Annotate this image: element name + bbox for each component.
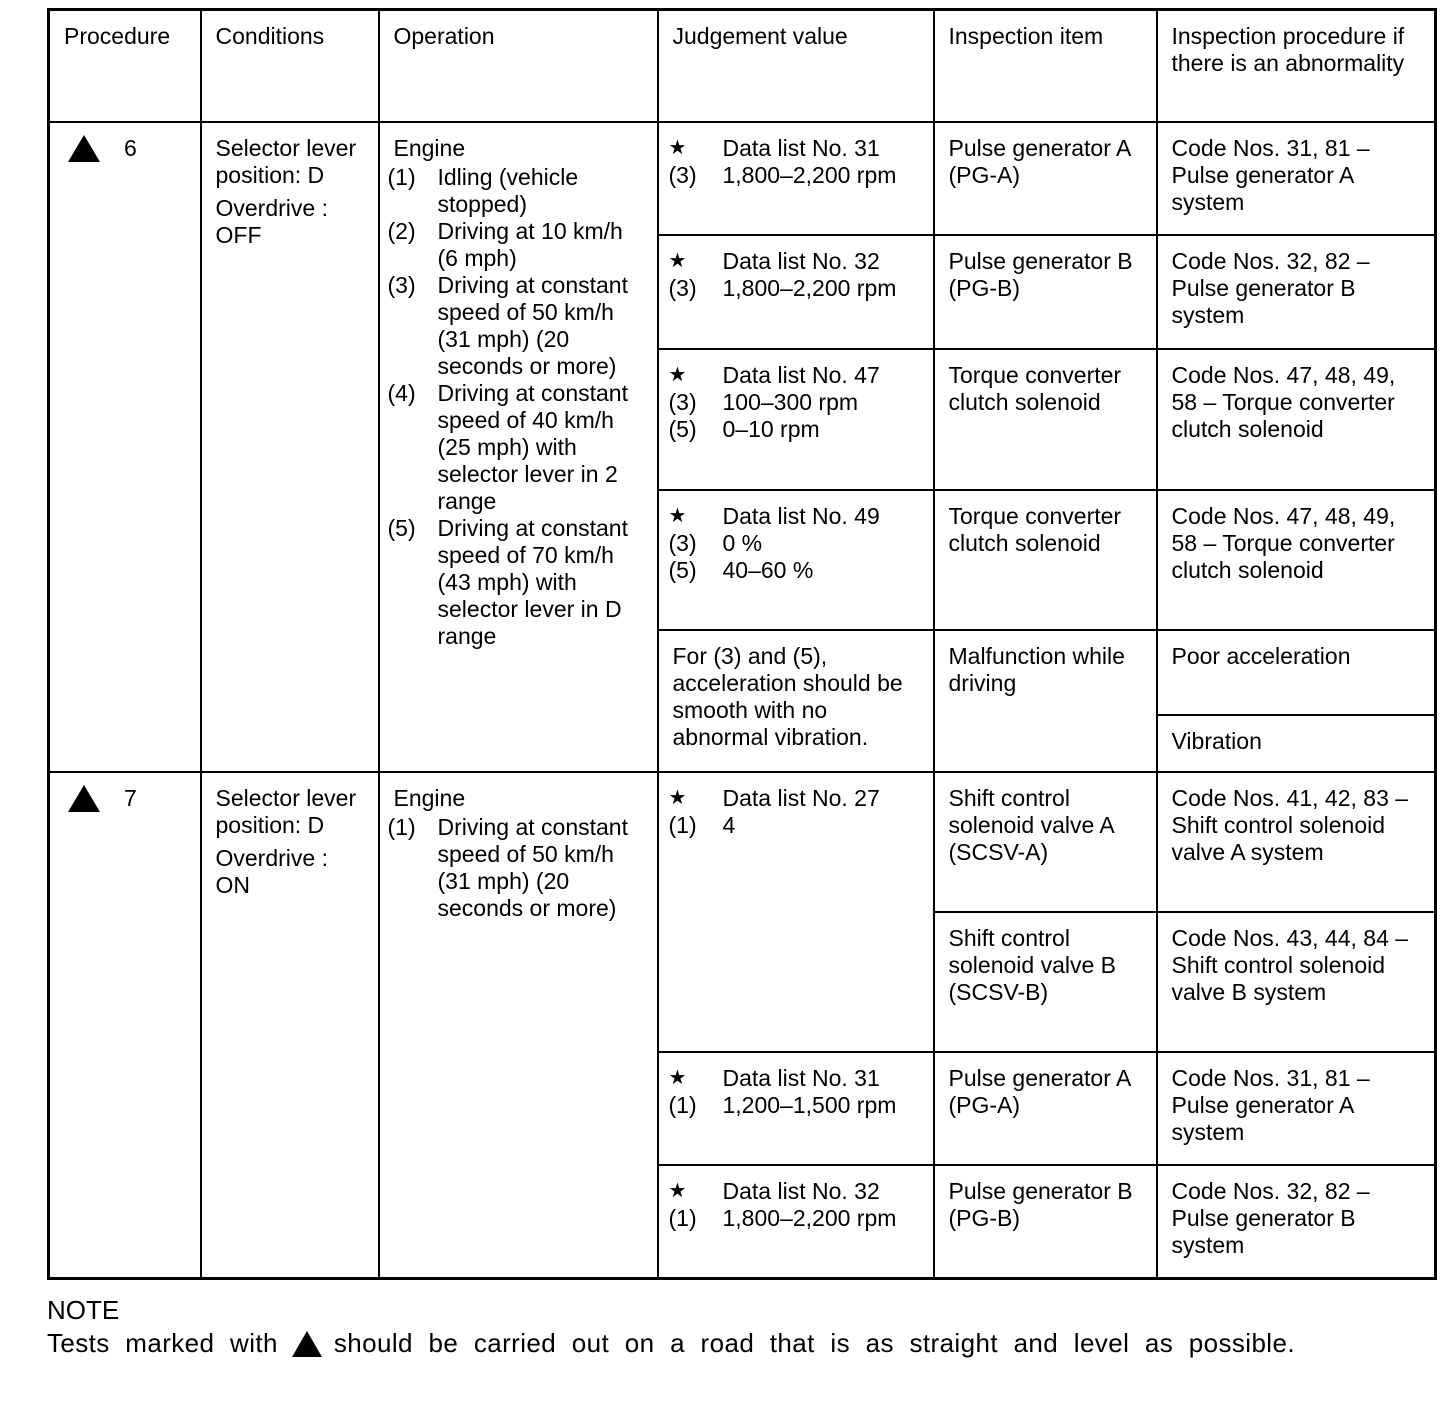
- road-test-triangle-icon: [68, 135, 100, 162]
- star-icon: ★: [668, 1180, 687, 1202]
- procedure-number: 6: [124, 135, 137, 161]
- operation-step: (1) Driving at constant speed of 50 km/h (31 mph) (20 seconds or more): [387, 814, 628, 921]
- header-inspection-item: Inspection item: [934, 10, 1157, 123]
- operation-cell: [379, 122, 658, 772]
- operation-step: (2) Driving at 10 km/h (6 mph): [387, 218, 623, 271]
- operation-step: (1) Idling (vehicle stopped): [387, 164, 579, 217]
- condition-text: Overdrive : ON: [215, 845, 328, 898]
- operation-step: (4) Driving at constant speed of 40 km/h (25 mph) with selector lever in 2 range: [387, 380, 628, 514]
- inspection-procedure-cell: Code Nos. 32, 82 – Pulse generator B system: [1157, 235, 1436, 349]
- operation-cell: [379, 772, 658, 1278]
- note-text-after: should be carried out on a road that is as straight and level as possible.: [333, 1328, 1295, 1358]
- inspection-procedure-cell: Code Nos. 32, 82 – Pulse generator B system: [1157, 1165, 1436, 1278]
- inspection-procedure-cell: Code Nos. 47, 48, 49, 58 – Torque converter clutch solenoid: [1157, 349, 1436, 490]
- star-icon: ★: [668, 505, 687, 527]
- header-row: [49, 10, 1436, 123]
- inspection-item-cell: Torque converter clutch solenoid: [934, 349, 1157, 490]
- operation-title: Engine: [393, 785, 466, 811]
- star-icon: ★: [668, 364, 687, 386]
- inspection-procedure-cell: Vibration: [1157, 715, 1436, 772]
- header-procedure: Procedure: [49, 10, 201, 123]
- inspection-item-cell: Pulse generator B (PG-B): [934, 1165, 1157, 1278]
- conditions-cell: [201, 122, 379, 772]
- inspection-procedure-cell: Code Nos. 43, 44, 84 – Shift control solenoid valve B system: [1157, 912, 1436, 1052]
- inspection-procedure-cell: Code Nos. 41, 42, 83 – Shift control solenoid valve A system: [1157, 772, 1436, 912]
- condition-text: Selector lever position: D: [215, 135, 357, 188]
- road-test-triangle-icon: [68, 785, 100, 812]
- inspection-procedure-cell: Code Nos. 31, 81 – Pulse generator A system: [1157, 1052, 1436, 1165]
- judgement-cell: ★ Data list No. 32 (3) 1,800–2,200 rpm: [658, 235, 934, 349]
- star-icon: ★: [668, 1067, 687, 1089]
- inspection-procedure-cell: Poor acceleration: [1157, 630, 1436, 715]
- procedure-number: 7: [124, 785, 137, 811]
- header-operation: Operation: [379, 10, 658, 123]
- judgement-cell: ★ Data list No. 27 (1) 4: [658, 772, 934, 1052]
- judgement-cell: ★ Data list No. 47 (3) 100–300 rpm (5) 0–10 rpm: [658, 349, 934, 490]
- inspection-item-cell: Shift control solenoid valve B (SCSV-B): [934, 912, 1157, 1052]
- inspection-item-cell: Malfunction while driving: [934, 630, 1157, 772]
- judgement-cell: ★ Data list No. 31 (1) 1,200–1,500 rpm: [658, 1052, 934, 1165]
- judgement-cell: ★ Data list No. 32 (1) 1,800–2,200 rpm: [658, 1165, 934, 1278]
- inspection-table: [47, 8, 1437, 1280]
- judgement-cell: ★ Data list No. 49 (3) 0 % (5) 40–60 %: [658, 490, 934, 630]
- star-icon: ★: [668, 250, 687, 272]
- inspection-item-cell: Pulse generator B (PG-B): [934, 235, 1157, 349]
- table-row: [49, 122, 1436, 235]
- table-row: [49, 772, 1436, 912]
- condition-text: Overdrive : OFF: [215, 195, 328, 248]
- inspection-procedure-cell: Code Nos. 31, 81 – Pulse generator A system: [1157, 122, 1436, 235]
- condition-text: Selector lever position: D: [215, 785, 357, 838]
- road-test-triangle-icon: [292, 1331, 322, 1357]
- procedure-cell: [49, 122, 201, 772]
- judgement-cell: For (3) and (5), acceleration should be smooth with no abnormal vibration.: [658, 630, 934, 772]
- header-inspection-procedure: Inspection procedure if there is an abnormality: [1157, 10, 1436, 123]
- header-conditions: Conditions: [201, 10, 379, 123]
- inspection-item-cell: Pulse generator A (PG-A): [934, 1052, 1157, 1165]
- procedure-cell: [49, 772, 201, 1278]
- judgement-cell: ★ Data list No. 31 (3) 1,800–2,200 rpm: [658, 122, 934, 235]
- header-judgement-value: Judgement value: [658, 10, 934, 123]
- operation-step: (3) Driving at constant speed of 50 km/h (31 mph) (20 seconds or more): [387, 272, 628, 379]
- star-icon: ★: [668, 787, 687, 809]
- note-text-before: Tests marked with: [47, 1328, 278, 1358]
- note-section: [47, 1294, 1295, 1360]
- star-icon: ★: [668, 137, 687, 159]
- inspection-procedure-cell: Code Nos. 47, 48, 49, 58 – Torque converter clutch solenoid: [1157, 490, 1436, 630]
- inspection-item-cell: Pulse generator A (PG-A): [934, 122, 1157, 235]
- inspection-item-cell: Torque converter clutch solenoid: [934, 490, 1157, 630]
- conditions-cell: [201, 772, 379, 1278]
- operation-title: Engine: [393, 135, 466, 161]
- note-text: [47, 1327, 1295, 1360]
- inspection-item-cell: Shift control solenoid valve A (SCSV-A): [934, 772, 1157, 912]
- note-title: NOTE: [47, 1295, 120, 1325]
- operation-step: (5) Driving at constant speed of 70 km/h (43 mph) with selector lever in D range: [387, 515, 628, 649]
